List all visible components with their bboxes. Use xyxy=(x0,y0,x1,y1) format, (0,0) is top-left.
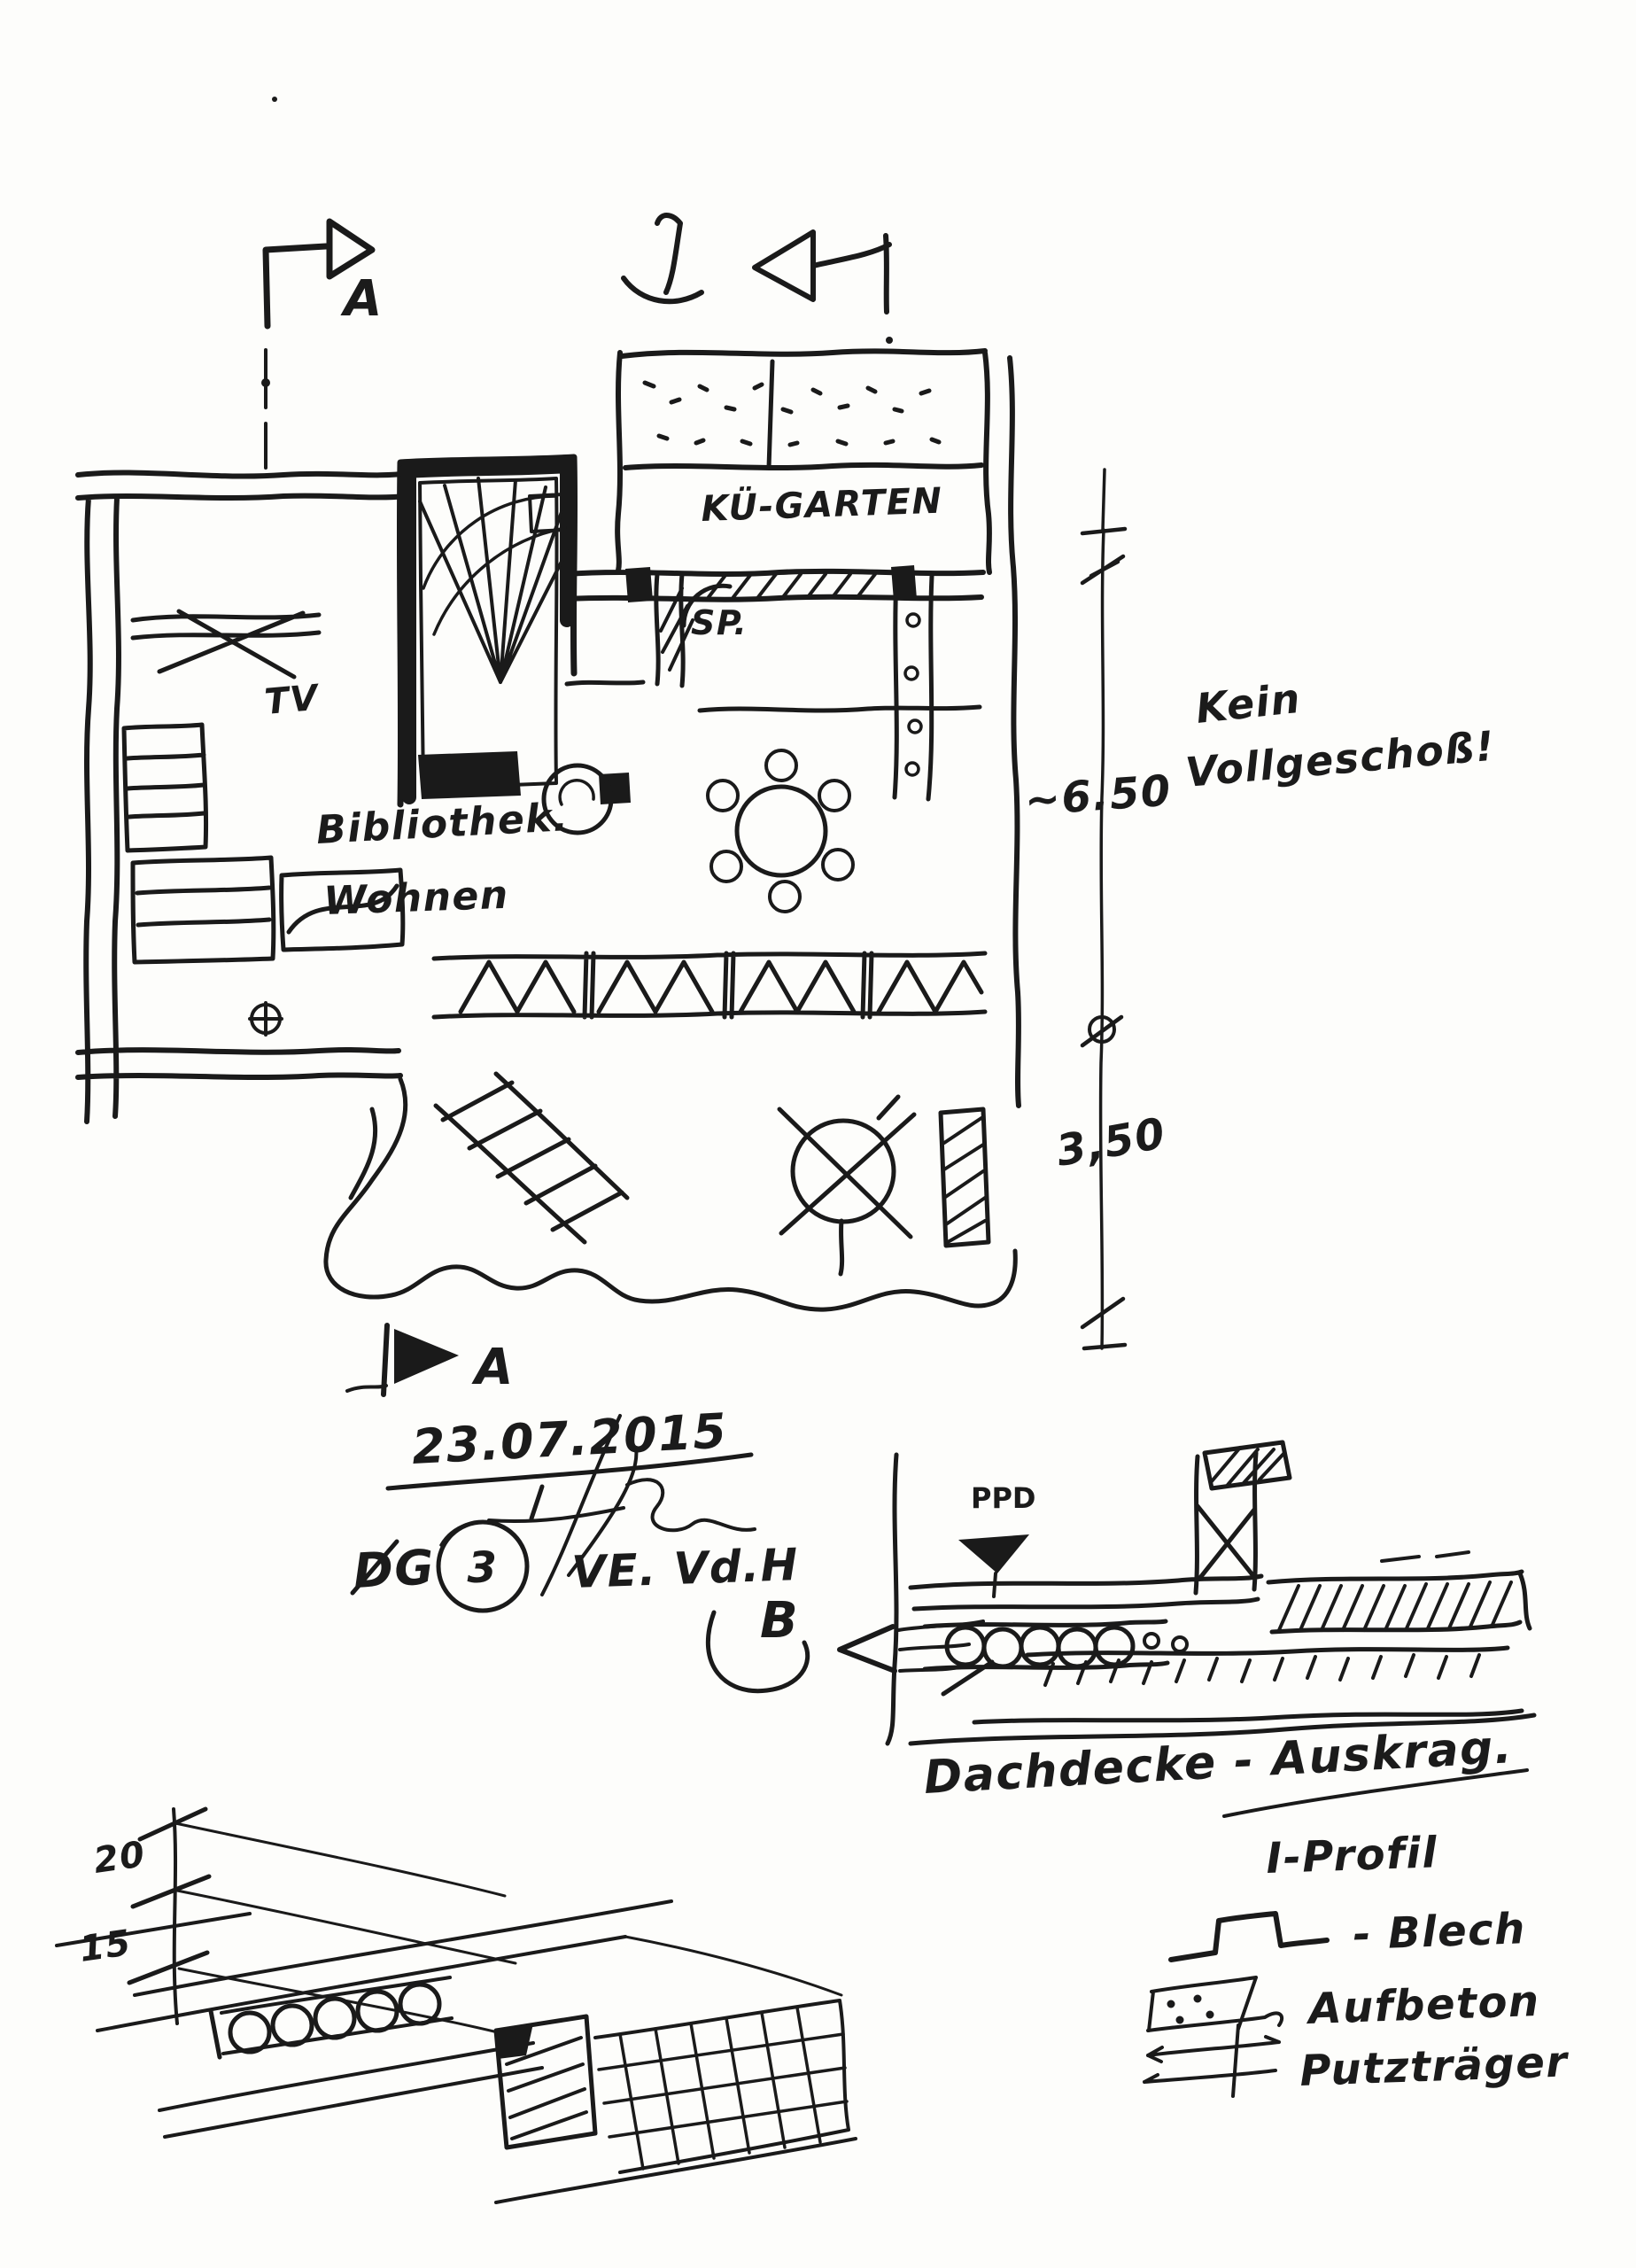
dimension-string-right xyxy=(1082,470,1125,1348)
insulation-roll xyxy=(230,2013,269,2052)
slab-lines xyxy=(57,1901,856,2202)
chair xyxy=(766,750,796,781)
wall-dot xyxy=(906,763,919,775)
arrow-dot xyxy=(886,337,893,344)
section-label-bottom: A xyxy=(475,1339,515,1396)
insulation-roll xyxy=(400,1984,439,2023)
floor-plan-sketch xyxy=(78,351,1125,1348)
section-marker-top xyxy=(261,221,372,468)
label-kitchen-garden: KÜ-GARTEN xyxy=(700,480,944,530)
legend-label-i-profile: I-Profil xyxy=(1265,1828,1439,1884)
plaster-lath-icon xyxy=(1144,2025,1279,2096)
section-label-top: A xyxy=(344,270,384,328)
wall-dot xyxy=(907,614,919,626)
chair xyxy=(770,882,800,912)
garden-stair xyxy=(436,1074,627,1242)
insulation-roll xyxy=(1058,1629,1096,1666)
aggregate-dot xyxy=(1176,2016,1184,2024)
insulation-roll xyxy=(1096,1627,1133,1665)
stair-inner-rect xyxy=(420,478,565,788)
insulation-roll xyxy=(358,1992,397,2031)
date-underline-2 xyxy=(489,1508,624,1521)
chair xyxy=(711,851,741,882)
label-pantry: SP. xyxy=(691,603,748,642)
dimension-value-lower: 3,50 xyxy=(1052,1108,1170,1177)
note-line-2: Vollgeschoß! xyxy=(1183,721,1498,796)
chair xyxy=(708,781,738,811)
small-circle xyxy=(1173,1637,1187,1651)
hook-arrow-icon xyxy=(624,215,702,301)
dining-table xyxy=(737,787,826,875)
dimension-line xyxy=(1101,470,1105,1348)
construction-lines xyxy=(175,1823,841,2032)
aggregate-dot xyxy=(1167,2000,1175,2008)
wall-dot xyxy=(905,667,918,680)
insulation-roll xyxy=(1021,1627,1058,1665)
wall-dot xyxy=(909,720,921,733)
insulation-roll xyxy=(984,1629,1021,1666)
insulation-roll xyxy=(273,2006,312,2045)
axis-target-marker xyxy=(250,1003,282,1035)
label-living: Wohnen xyxy=(322,872,510,924)
aggregate-dot xyxy=(1206,2011,1214,2019)
garden-dots xyxy=(645,383,939,445)
chair xyxy=(819,781,849,811)
arrow-left-icon xyxy=(840,1627,895,1671)
axis-dot xyxy=(261,378,270,387)
stair-sketch xyxy=(399,457,574,804)
legend-label-sheet: - Blech xyxy=(1352,1904,1527,1960)
tick-mark xyxy=(531,1487,542,1518)
sheet-number: 3 xyxy=(467,1543,499,1593)
small-circle xyxy=(1144,1634,1159,1648)
label-library: Bibliothek. xyxy=(314,795,570,853)
dimension-value-upper: ~6.50 xyxy=(1022,765,1174,826)
slab-dim-bottom: 15 xyxy=(76,1922,135,1970)
sketch-date: 23.07.2015 xyxy=(410,1402,729,1475)
entry-arrow-icon xyxy=(755,232,889,312)
terrace-sketch xyxy=(326,1074,1015,1309)
ink-speck xyxy=(272,97,277,102)
detail-caption: Dachdecke - Auskrag. xyxy=(922,1720,1515,1805)
plan-hatching xyxy=(661,574,985,1242)
orientation-arrows xyxy=(624,215,893,344)
floor-code: DG xyxy=(352,1539,437,1599)
detail-marker-label: B xyxy=(760,1592,800,1650)
legend-label-plaster: Putzträger xyxy=(1299,2037,1570,2096)
title-suffix: VE. Vd.H xyxy=(570,1539,800,1598)
level-triangle-icon xyxy=(958,1534,1029,1573)
section-marker-bottom xyxy=(347,1325,459,1394)
slab-detail-sketch xyxy=(57,1809,856,2202)
slab-dim-top: 20 xyxy=(90,1834,149,1882)
section-arrow-icon xyxy=(394,1329,459,1384)
note-line-1: Kein xyxy=(1193,673,1304,733)
section-tail xyxy=(347,1386,386,1391)
chair xyxy=(823,850,853,880)
insulation-roll xyxy=(315,1999,354,2038)
aggregate-dot xyxy=(1194,1995,1202,2003)
trapezoidal-sheet-icon xyxy=(1171,1914,1327,1960)
legend-label-topping: Aufbeton xyxy=(1307,1976,1541,2034)
level-label-ppd: PPD xyxy=(971,1481,1036,1515)
dimension-line xyxy=(174,1809,177,2023)
furniture-sketch xyxy=(544,614,921,912)
window-band xyxy=(434,953,985,1017)
label-tv: TV xyxy=(262,677,321,723)
